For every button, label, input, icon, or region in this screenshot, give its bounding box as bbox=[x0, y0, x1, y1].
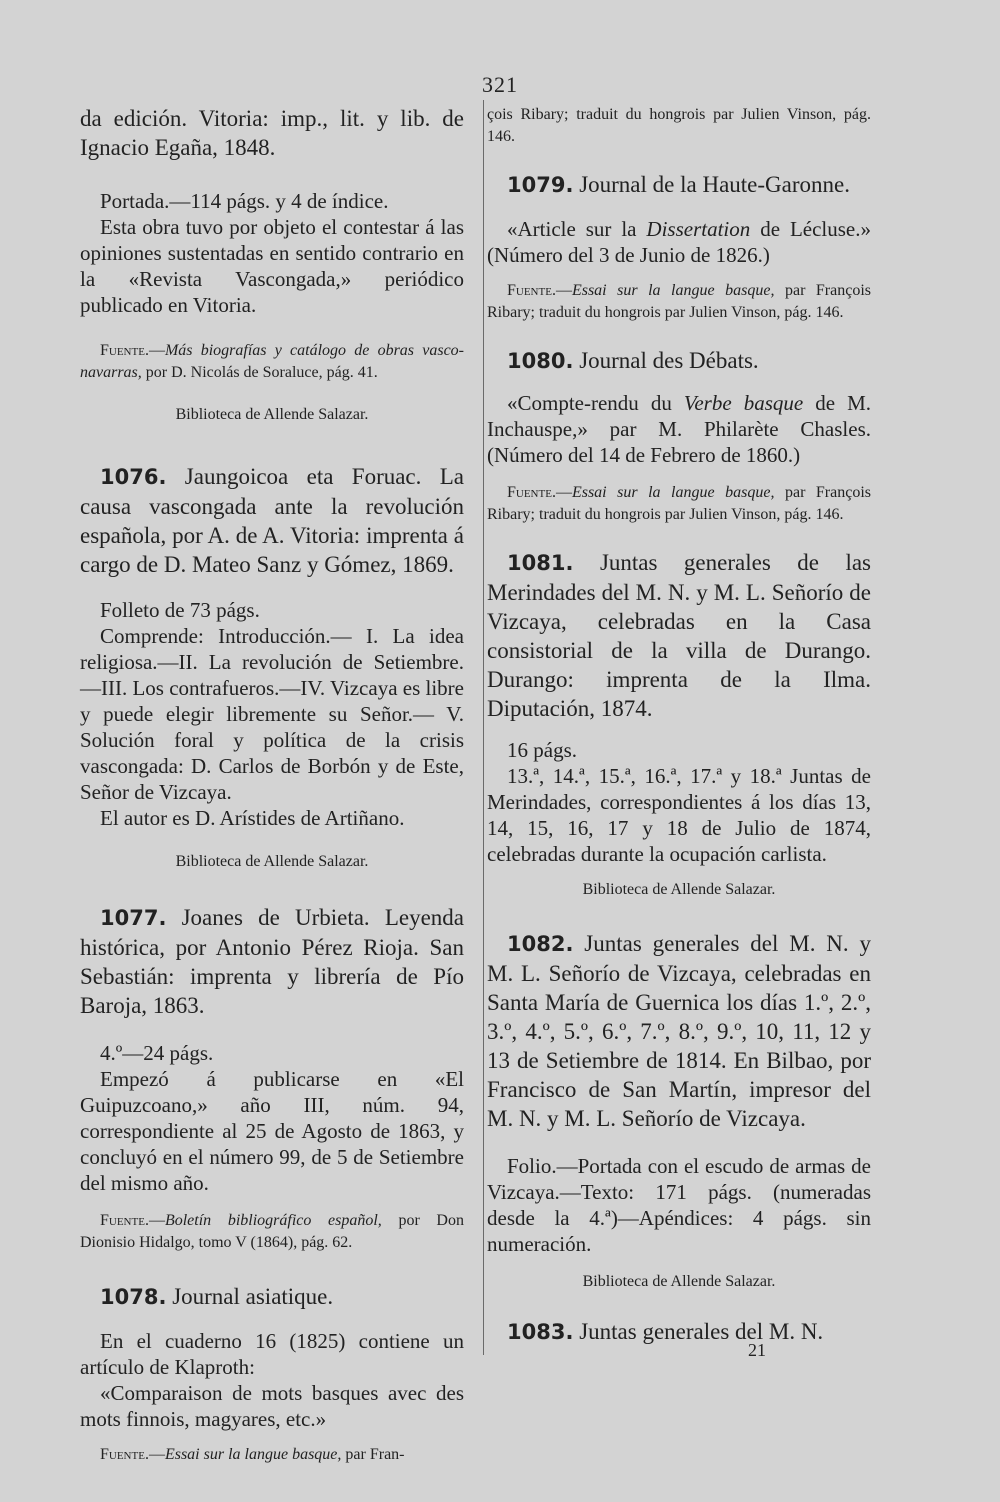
entry-number: 1077. bbox=[100, 906, 167, 930]
paragraph: 4.º—24 págs. bbox=[100, 1041, 214, 1065]
paragraph: Esta obra tuvo por objeto el contestar á las opiniones sustentadas en sentido contrario en la «Revista Vascongada,» periódico publicado en Vitoria. bbox=[80, 215, 464, 317]
library-note: Biblioteca de Allende Salazar. bbox=[175, 406, 369, 423]
entry-number: 1082. bbox=[507, 932, 574, 956]
source-note: Fuente.—Essai sur la langue basque, par Fran- bbox=[100, 1446, 405, 1463]
source-note: Fuente.—Essai sur la langue basque, par François Ribary; traduit du hongrois par Julien Vinson, pág. 146. bbox=[487, 484, 872, 523]
paragraph: Comprende: Introducción.— I. La idea religiosa.—II. La revolución de Setiembre. —III. Los contrafueros.—IV. Vizcaya es libre y puede elegir libremente su Señor.— V. Solución foral y política de la crisis vascongada: D. Carlos de Borbón y de Este, Señor de Vizcaya. bbox=[80, 624, 464, 804]
printer-signature: 21 bbox=[748, 1340, 766, 1360]
entry-1082: 1082. Juntas generales del M. N. y M. L. Señorío de Vizcaya, celebradas en Santa María de Guernica los días 1.º, 2.º, 3.º, 4.º, 5.º, 6.º, 7.º, 8.º, 9.º, 10, 11, 12 y 13 de Setiembre de 1814. En Bilbao, por Francisco de San Martín, impresor del M. N. y M. L. Señorío de Vizcaya. bbox=[487, 931, 871, 1131]
paragraph: «Compte-rendu du Verbe basque de M. Inchauspe,» par M. Philarète Chasles. (Número del 14 de Febrero de 1860.) bbox=[487, 391, 871, 467]
entry-number: 1079. bbox=[507, 173, 574, 197]
paragraph: Folio.—Portada con el escudo de armas de Vizcaya.—Texto: 171 págs. (numeradas desde la 4.ª)—Apéndices: 4 págs. sin numeración. bbox=[487, 1154, 871, 1256]
entry-1083: 1083. Juntas generales del M. N. bbox=[507, 1319, 824, 1344]
source-note: Fuente.—Essai sur la langue basque, par François Ribary; traduit du hongrois par Julien Vinson, pág. 146. bbox=[487, 282, 872, 321]
paragraph: El autor es D. Arístides de Artiñano. bbox=[100, 806, 405, 830]
source-note: Fuente.—Más biografías y catálogo de obras vasco-navarras, por D. Nicolás de Soraluce, pág. 41. bbox=[80, 342, 464, 381]
column-divider bbox=[483, 100, 484, 1355]
entry-1079: 1079. Journal de la Haute-Garonne. bbox=[507, 172, 850, 197]
source-note-continuation: çois Ribary; traduit du hongrois par Julien Vinson, pág. 146. bbox=[487, 106, 871, 145]
paragraph: En el cuaderno 16 (1825) contiene un artículo de Klaproth: bbox=[80, 1329, 464, 1379]
paragraph: «Comparaison de mots basques avec des mots finnois, magyares, etc.» bbox=[80, 1381, 464, 1431]
library-note: Biblioteca de Allende Salazar. bbox=[582, 1273, 776, 1290]
paragraph: 13.ª, 14.ª, 15.ª, 16.ª, 17.ª y 18.ª Juntas de Merindades, correspondientes á los días 13, 14, 15, 16, 17 y 18 de Julio de 1874, celebradas durante la ocupación carlista. bbox=[487, 764, 871, 866]
paragraph: Portada.—114 págs. y 4 de índice. bbox=[100, 189, 389, 213]
entry-number: 1083. bbox=[507, 1320, 574, 1344]
library-note: Biblioteca de Allende Salazar. bbox=[582, 881, 776, 898]
entry-number: 1080. bbox=[507, 349, 574, 373]
paragraph: 16 págs. bbox=[507, 738, 577, 762]
entry-continuation: da edición. Vitoria: imp., lit. y lib. de Ignacio Egaña, 1848. bbox=[80, 106, 464, 160]
paragraph: «Article sur la Dissertation de Lécluse.» (Número del 3 de Junio de 1826.) bbox=[487, 217, 871, 267]
entry-1077: 1077. Joanes de Urbieta. Leyenda histórica, por Antonio Pérez Rioja. San Sebastián: imprenta y librería de Pío Baroja, 1863. bbox=[80, 905, 465, 1018]
entry-1078: 1078. Journal asiatique. bbox=[100, 1284, 334, 1309]
entry-number: 1076. bbox=[100, 465, 167, 489]
right-column bbox=[487, 104, 871, 1347]
paragraph: Empezó á publicarse en «El Guipuzcoano,» año III, núm. 94, correspondiente al 25 de Agosto de 1863, y concluyó en el número 99, de 5 de Setiembre del mismo año. bbox=[80, 1067, 464, 1195]
left-column bbox=[80, 104, 464, 1466]
entry-1080: 1080. Journal des Débats. bbox=[507, 348, 759, 373]
entry-1076: 1076. Jaungoicoa eta Foruac. La causa vascongada ante la revolución española, por A. de A. Vitoria: imprenta á cargo de D. Mateo Sanz y Gómez, 1869. bbox=[80, 464, 465, 577]
paragraph: Folleto de 73 págs. bbox=[100, 598, 260, 622]
entry-number: 1081. bbox=[507, 551, 574, 575]
entry-number: 1078. bbox=[100, 1285, 167, 1309]
entry-1081: 1081. Juntas generales de las Merindades del M. N. y M. L. Señorío de Vizcaya, celebradas en la Casa consistorial de la villa de Durango. Durango: imprenta de la Ilma. Diputación, 1874. bbox=[487, 550, 872, 721]
page-number: 321 bbox=[482, 72, 518, 97]
source-note: Fuente.—Boletín bibliográfico español, por Don Dionisio Hidalgo, tomo V (1864), pág. 62. bbox=[80, 1212, 464, 1251]
library-note: Biblioteca de Allende Salazar. bbox=[175, 853, 369, 870]
